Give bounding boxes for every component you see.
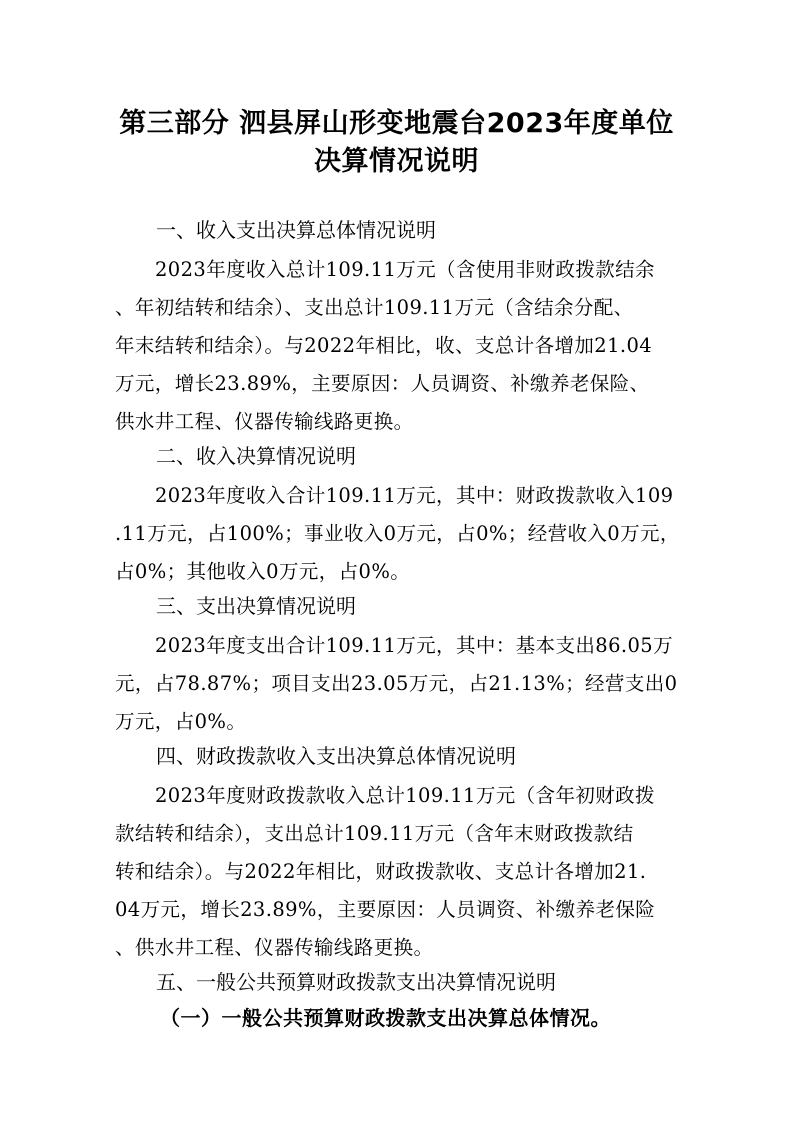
paragraph-line: 2023年度支出合计109.11万元，其中：基本支出86.05万 xyxy=(155,634,673,657)
paragraph-line: 04万元，增长23.89%，主要原因：人员调资、补缴养老保险 xyxy=(115,898,656,921)
paragraph-line: 占0%；其他收入0万元，占0%。 xyxy=(115,560,411,583)
paragraph-line: 2023年度财政拨款收入总计109.11万元（含年初财政拨 xyxy=(155,784,655,807)
paragraph-line: 万元，占0%。 xyxy=(115,710,247,733)
paragraph-line: 款结转和结余），支出总计109.11万元（含年末财政拨款结 xyxy=(115,822,634,845)
paragraph-line: 转和结余）。与2022年相比，财政拨款收、支总计各增加21. xyxy=(115,860,647,883)
paragraph-line: 供水井工程、仪器传输线路更换。 xyxy=(115,410,414,433)
paragraph-line: 2023年度收入合计109.11万元，其中：财政拨款收入109 xyxy=(155,484,674,507)
paragraph-line: 、供水井工程、仪器传输线路更换。 xyxy=(115,936,434,959)
paragraph-line: 元，占78.87%；项目支出23.05万元，占21.13%；经营支出0 xyxy=(115,672,678,695)
section-heading-5: 五、一般公共预算财政拨款支出决算情况说明 xyxy=(156,970,556,994)
paragraph-line: 万元，增长23.89%，主要原因：人员调资、补缴养老保险、 xyxy=(115,372,650,395)
paragraph-line: 2023年度收入总计109.11万元（含使用非财政拨款结余 xyxy=(155,258,655,281)
section-heading-3: 三、支出决算情况说明 xyxy=(156,594,356,618)
section-heading-4: 四、财政拨款收入支出决算总体情况说明 xyxy=(156,744,516,768)
paragraph-line: 年末结转和结余）。与2022年相比，收、支总计各增加21.04 xyxy=(115,334,653,357)
section-heading-1: 一、收入支出决算总体情况说明 xyxy=(156,218,436,242)
page-title-line-2: 决算情况说明 xyxy=(314,146,479,177)
paragraph-line: 、年初结转和结余）、支出总计109.11万元（含结余分配、 xyxy=(115,296,634,319)
subsection-heading: （一）一般公共预算财政拨款支出决算总体情况。 xyxy=(160,1006,611,1030)
page-title-line-1: 第三部分 泗县屏山形变地震台2023年度单位 xyxy=(119,108,674,139)
paragraph-line: .11万元，占100%；事业收入0万元，占0%；经营收入0万元， xyxy=(115,522,680,545)
section-heading-2: 二、收入决算情况说明 xyxy=(156,444,356,468)
